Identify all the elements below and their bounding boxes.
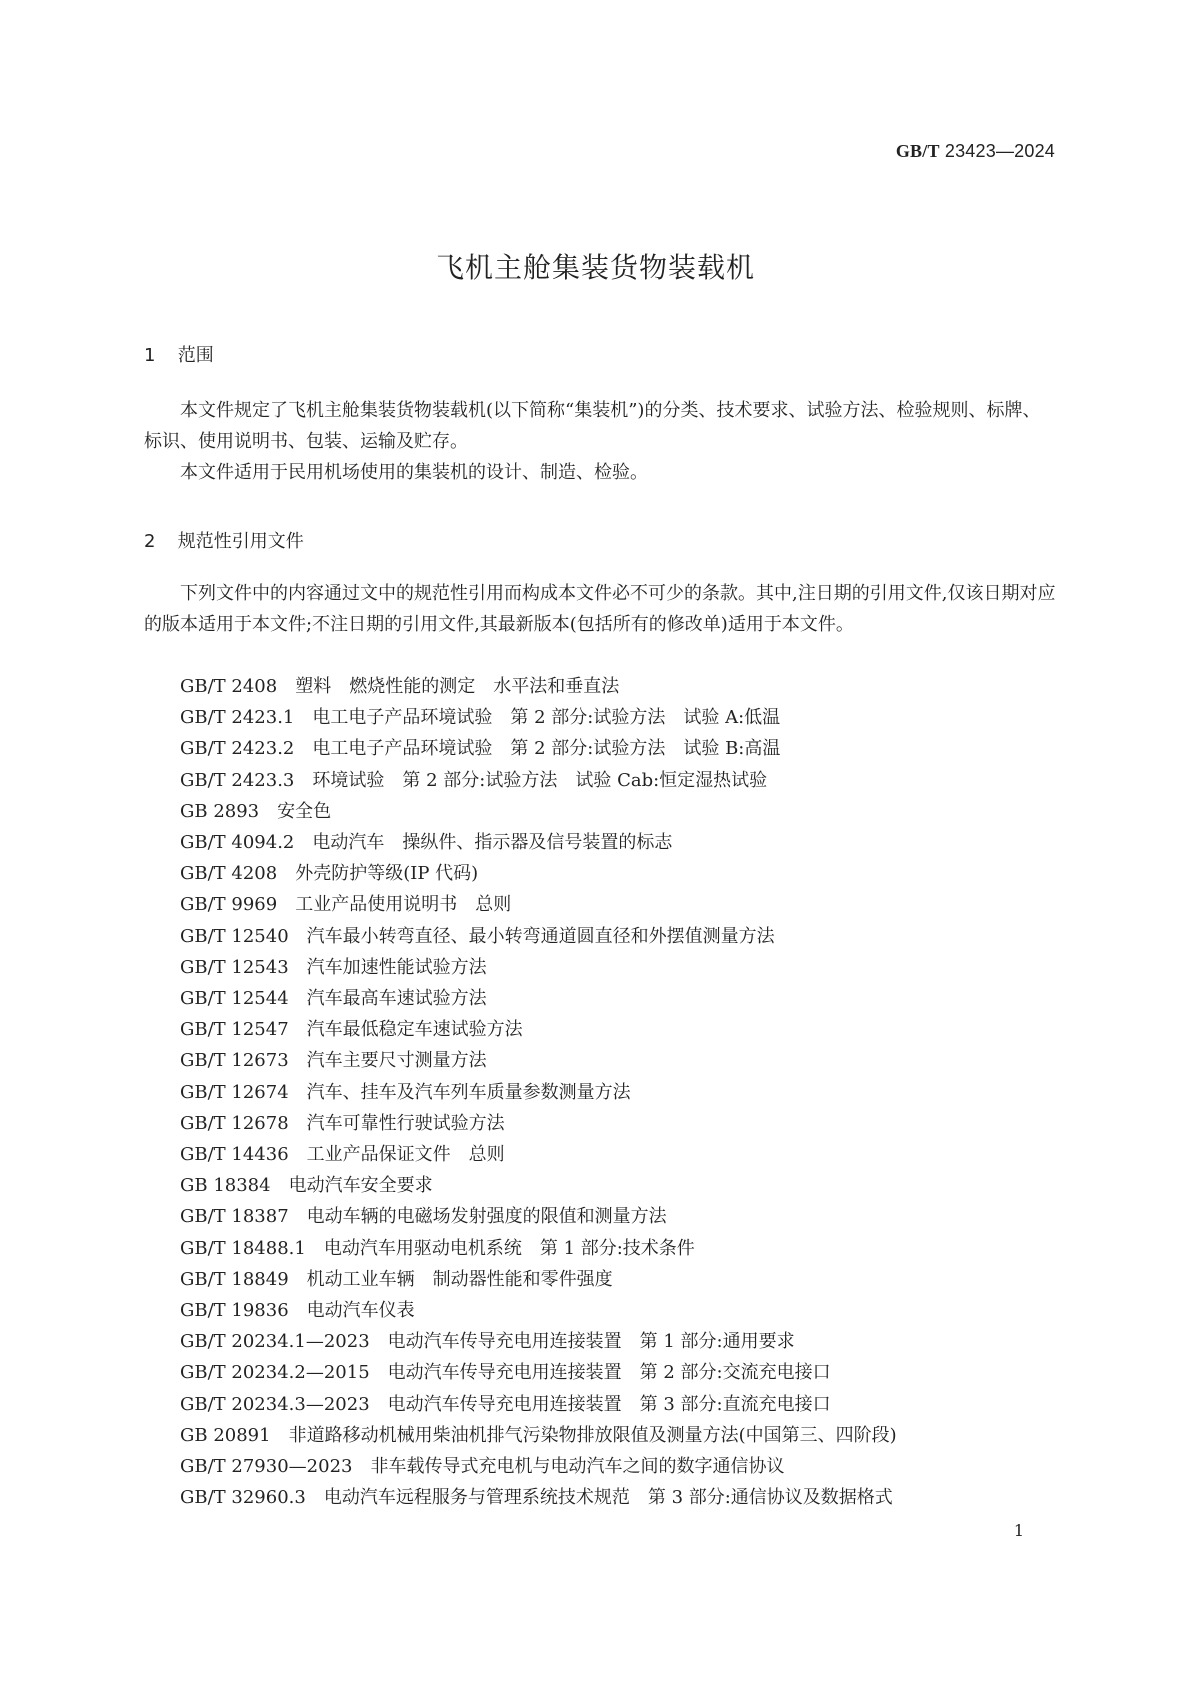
reference-item bbox=[180, 1201, 897, 1232]
reference-item bbox=[180, 1295, 897, 1326]
reference-item bbox=[180, 983, 897, 1014]
reference-code: GB/T 12547 bbox=[180, 1019, 289, 1041]
reference-code: GB/T 18488.1 bbox=[180, 1237, 306, 1259]
reference-title: 电动汽车传导充电用连接装置 第 2 部分:交流充电接口 bbox=[387, 1362, 831, 1384]
reference-item bbox=[180, 1451, 897, 1482]
reference-title: 电工电子产品环境试验 第 2 部分:试验方法 试验 B:高温 bbox=[312, 738, 781, 760]
reference-code: GB/T 12673 bbox=[180, 1050, 289, 1072]
reference-item bbox=[180, 1420, 897, 1451]
page-number: 1 bbox=[1013, 1521, 1024, 1540]
reference-item bbox=[180, 1170, 897, 1201]
reference-item bbox=[180, 765, 897, 796]
reference-title: 非车载传导式充电机与电动汽车之间的数字通信协议 bbox=[370, 1456, 785, 1478]
reference-title: 电动汽车远程服务与管理系统技术规范 第 3 部分:通信协议及数据格式 bbox=[323, 1487, 893, 1509]
standard-prefix: GB/T bbox=[895, 141, 940, 161]
reference-title: 汽车可靠性行驶试验方法 bbox=[306, 1112, 505, 1134]
reference-title: 汽车最高车速试验方法 bbox=[306, 988, 487, 1010]
reference-title: 外壳防护等级(IP 代码) bbox=[295, 863, 479, 885]
reference-title: 电动汽车安全要求 bbox=[288, 1175, 433, 1197]
reference-item bbox=[180, 671, 897, 702]
reference-item bbox=[180, 1014, 897, 1045]
reference-code: GB/T 12540 bbox=[180, 925, 289, 947]
reference-title: 电动汽车用驱动电机系统 第 1 部分:技术条件 bbox=[323, 1237, 695, 1259]
reference-code: GB/T 20234.3—2023 bbox=[180, 1393, 370, 1415]
reference-item bbox=[180, 1482, 897, 1513]
reference-item bbox=[180, 858, 897, 889]
reference-code: GB/T 2423.2 bbox=[180, 738, 295, 760]
reference-title: 电动汽车 操纵件、指示器及信号装置的标志 bbox=[312, 832, 673, 854]
reference-list bbox=[180, 671, 897, 1513]
reference-item bbox=[180, 1045, 897, 1076]
reference-title: 安全色 bbox=[277, 800, 332, 822]
reference-item bbox=[180, 1357, 897, 1388]
reference-item bbox=[180, 1264, 897, 1295]
section-number: 1 bbox=[144, 345, 156, 366]
reference-item bbox=[180, 1139, 897, 1170]
reference-code: GB 2893 bbox=[180, 800, 260, 822]
reference-item bbox=[180, 827, 897, 858]
reference-item bbox=[180, 889, 897, 920]
reference-title: 电动汽车仪表 bbox=[306, 1300, 415, 1322]
section-heading-normative-references bbox=[144, 527, 304, 553]
reference-code: GB/T 27930—2023 bbox=[180, 1456, 353, 1478]
reference-title: 工业产品保证文件 总则 bbox=[306, 1144, 505, 1166]
reference-title: 电动汽车传导充电用连接装置 第 3 部分:直流充电接口 bbox=[387, 1393, 831, 1415]
standard-code: 23423—2024 bbox=[944, 141, 1055, 161]
reference-code: GB/T 2408 bbox=[180, 676, 278, 697]
reference-title: 电工电子产品环境试验 第 2 部分:试验方法 试验 A:低温 bbox=[312, 707, 781, 729]
reference-code: GB/T 18849 bbox=[180, 1268, 289, 1290]
reference-title: 电动汽车传导充电用连接装置 第 1 部分:通用要求 bbox=[387, 1331, 795, 1353]
reference-title: 汽车最低稳定车速试验方法 bbox=[306, 1019, 523, 1041]
reference-code: GB 20891 bbox=[180, 1424, 271, 1446]
reference-code: GB/T 20234.1—2023 bbox=[180, 1331, 370, 1353]
section-title: 范围 bbox=[177, 345, 214, 366]
reference-code: GB/T 12678 bbox=[180, 1112, 289, 1134]
reference-title: 汽车、挂车及汽车列车质量参数测量方法 bbox=[306, 1081, 631, 1103]
reference-code: GB/T 9969 bbox=[180, 894, 278, 916]
reference-title: 机动工业车辆 制动器性能和零件强度 bbox=[306, 1268, 613, 1290]
reference-item bbox=[180, 921, 897, 952]
scope-paragraph: 本文件规定了飞机主舱集装货物装载机(以下简称“集装机”)的分类、技术要求、试验方法、检验规则、标牌、标识、使用说明书、包装、运输及贮存。 bbox=[144, 400, 1041, 452]
reference-title: 汽车加速性能试验方法 bbox=[306, 956, 487, 978]
reference-code: GB/T 2423.1 bbox=[180, 707, 295, 729]
document-title: 飞机主舱集装货物装载机 bbox=[435, 251, 755, 284]
reference-code: GB/T 2423.3 bbox=[180, 769, 295, 791]
standard-number bbox=[896, 141, 1055, 162]
reference-code: GB 18384 bbox=[180, 1175, 271, 1197]
reference-item bbox=[180, 1233, 897, 1264]
reference-item bbox=[180, 733, 897, 764]
reference-item bbox=[180, 1389, 897, 1420]
reference-item bbox=[180, 1077, 897, 1108]
reference-code: GB/T 18387 bbox=[180, 1206, 289, 1228]
reference-item bbox=[180, 1326, 897, 1357]
reference-code: GB/T 14436 bbox=[180, 1144, 289, 1166]
reference-code: GB/T 12674 bbox=[180, 1081, 289, 1103]
reference-title: 环境试验 第 2 部分:试验方法 试验 Cab:恒定湿热试验 bbox=[312, 769, 768, 791]
reference-code: GB/T 4094.2 bbox=[180, 832, 295, 854]
reference-code: GB/T 12543 bbox=[180, 956, 289, 978]
section-title: 规范性引用文件 bbox=[177, 531, 304, 552]
section-number: 2 bbox=[144, 531, 156, 552]
reference-code: GB/T 19836 bbox=[180, 1300, 289, 1322]
reference-title: 非道路移动机械用柴油机排气污染物排放限值及测量方法(中国第三、四阶段) bbox=[288, 1424, 897, 1446]
reference-title: 汽车主要尺寸测量方法 bbox=[306, 1050, 487, 1072]
reference-code: GB/T 4208 bbox=[180, 863, 278, 885]
reference-item bbox=[180, 796, 897, 827]
reference-code: GB/T 12544 bbox=[180, 988, 289, 1010]
reference-title: 汽车最小转弯直径、最小转弯通道圆直径和外摆值测量方法 bbox=[306, 925, 775, 947]
reference-code: GB/T 20234.2—2015 bbox=[180, 1362, 370, 1384]
reference-title: 工业产品使用说明书 总则 bbox=[295, 894, 512, 916]
reference-item bbox=[180, 702, 897, 733]
section-heading-scope bbox=[144, 341, 214, 367]
reference-item bbox=[180, 1108, 897, 1139]
reference-code: GB/T 32960.3 bbox=[180, 1487, 306, 1509]
reference-title: 塑料 燃烧性能的测定 水平法和垂直法 bbox=[295, 676, 620, 697]
references-intro-paragraph: 下列文件中的内容通过文中的规范性引用而构成本文件必不可少的条款。其中,注日期的引用文件,仅该日期对应的版本适用于本文件;不注日期的引用文件,其最新版本(包括所有的修改单)适用于本文件。 bbox=[144, 583, 1056, 635]
reference-title: 电动车辆的电磁场发射强度的限值和测量方法 bbox=[306, 1206, 667, 1228]
scope-paragraph: 本文件适用于民用机场使用的集装机的设计、制造、检验。 bbox=[180, 462, 648, 483]
reference-item bbox=[180, 952, 897, 983]
